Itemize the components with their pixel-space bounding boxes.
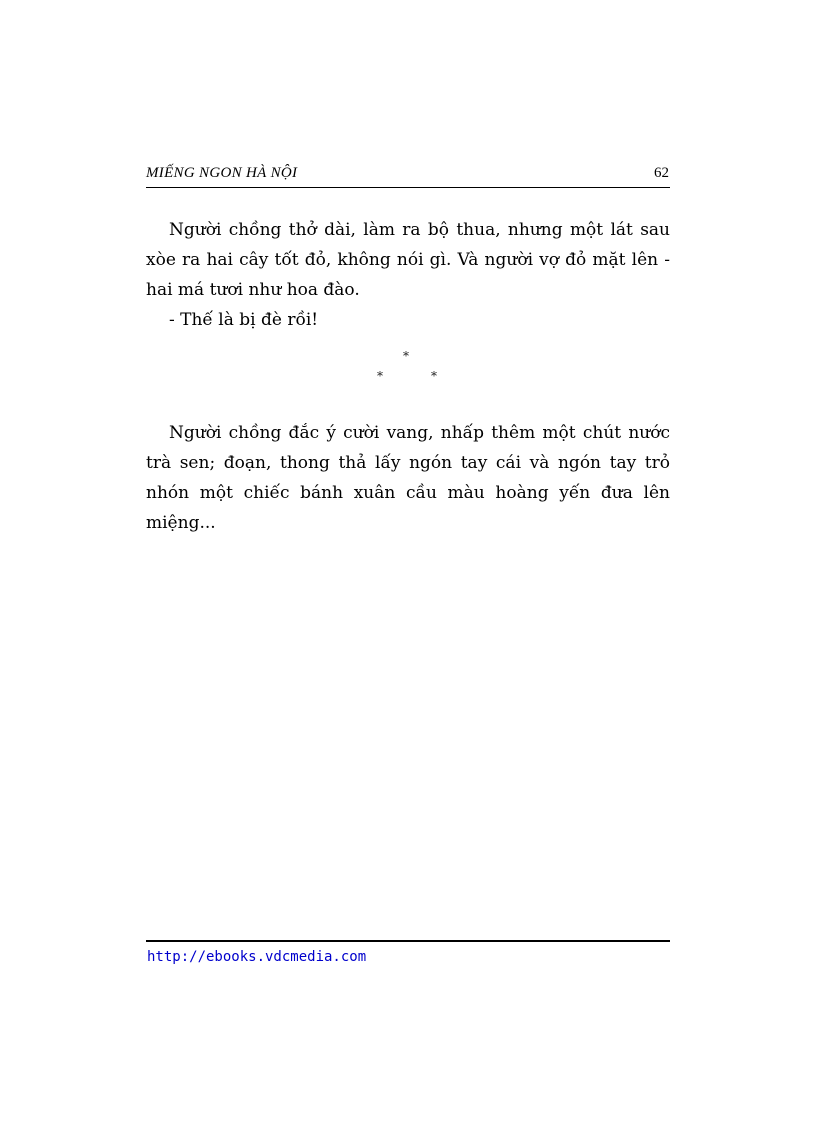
text-block-after xyxy=(146,418,670,538)
book-title: MIẾNG NGON HÀ NỘI xyxy=(146,165,298,181)
asterisk-right: * xyxy=(431,369,437,383)
footer-link[interactable]: http://ebooks.vdcmedia.com xyxy=(147,949,367,965)
asterisk-left: * xyxy=(377,369,383,383)
paragraph: Người chồng đắc ý cười vang, nhấp thêm một chút nước trà sen; đoạn, thong thả lấy ngón tay cái và ngón tay trỏ nhón một chiếc bánh xuân cầu màu hoàng yến đưa lên miệng... xyxy=(146,423,670,533)
section-separator xyxy=(146,349,670,389)
paragraph: Người chồng thở dài, làm ra bộ thua, nhưng một lát sau xòe ra hai cây tốt đỏ, không nói gì. Và người vợ đỏ mặt lên - hai má tươi như hoa đào. xyxy=(146,220,670,300)
paragraph-dialogue: - Thế là bị đè rồi! xyxy=(169,310,319,330)
text-block-before xyxy=(146,215,670,335)
asterisk-top: * xyxy=(403,349,409,363)
footer-divider xyxy=(146,940,670,942)
page-number: 62 xyxy=(654,165,669,181)
running-header xyxy=(146,164,670,188)
